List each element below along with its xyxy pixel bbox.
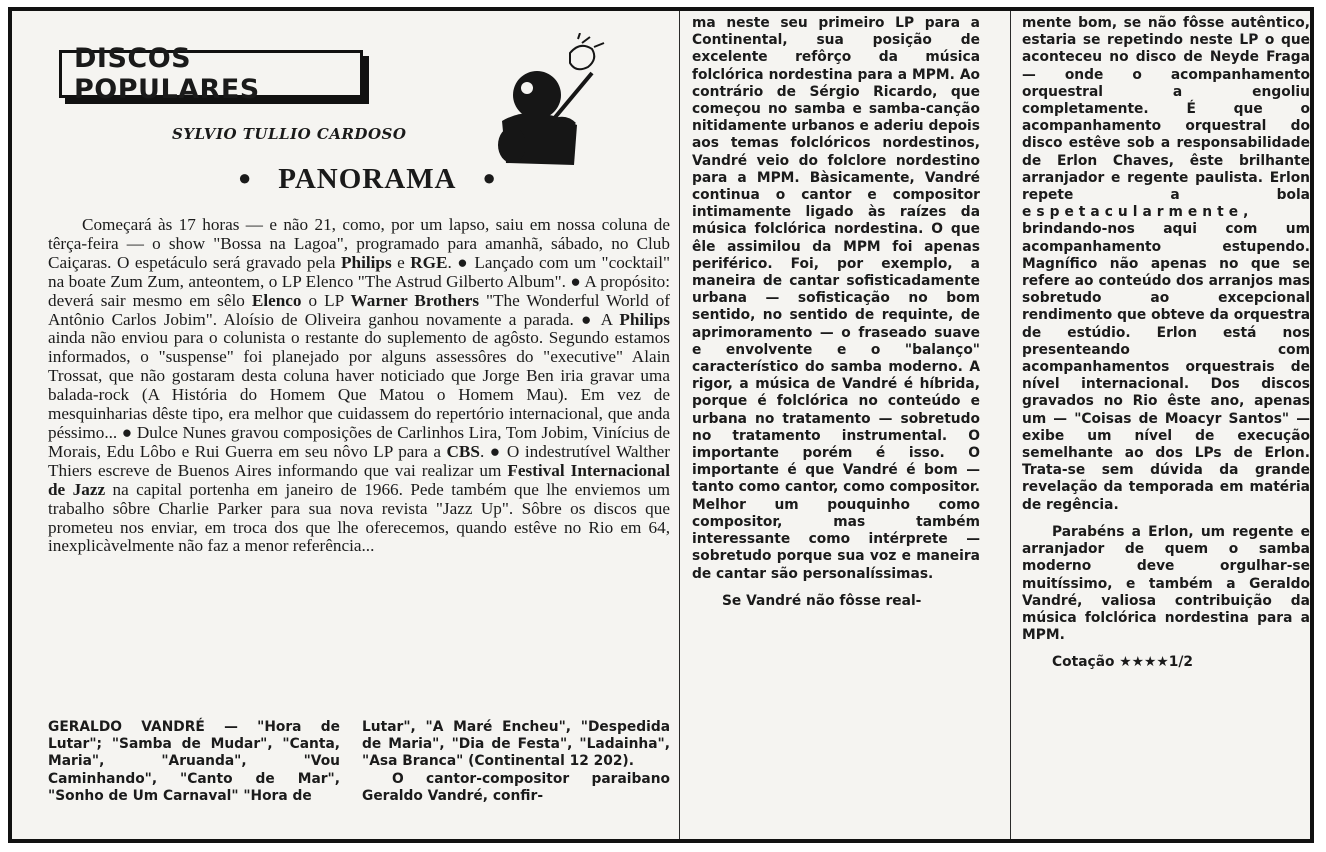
text-run: mente bom, se não fôsse autêntico, estaria se repetindo neste LP o que aconteceu no disco de Neyde Fraga — onde o acompanhamento orquestral a engoliu completamente. É que o acompanhamento orquestral do disco estêve sob a responsabilidade de Erlon Chaves, êste brilhante arranjador e regente paulista. Erlon repete a bola: [1022, 15, 1310, 204]
column-title: DISCOS POPULARES: [74, 43, 260, 105]
review-paragraph: [1022, 15, 1310, 514]
review-paragraph: ma neste seu primeiro LP para a Continental, sua posição de excelente refôrço da música folclórica nordestina para a MPM. Ao contrário de Sérgio Ricardo, que começou no samba e samba-canção nitidamente urbanos e aderiu depois aos temas folclóricos nordestinos, Vandré veio do folclore nordestino para a MPM. Bàsicamente, Vandré continua o cantor e compositor intimamente ligado às raízes da música folclórica nordestina. O que êle assimilou da MPM foi apenas periférico. Foi, por exemplo, a maneira de cantar sofisticadamente urbana — sofisticação no bom sentido, no sentido de requinte, de aprimoramento — o fraseado suave e envolvente e o "balanço" característico do samba moderno. A rigor, a música de Vandré é híbrida, porque é folclórica no conteúdo e urbana no tratamento — sobretudo no tratamento instrumental. O importante porém é isso. O importante é que Vandré é bom — tanto como cantor, como compositor. Melhor um pouquinho como compositor, mas também interessante como intérprete — sobretudo porque sua voz e maneira de cantar são personalíssimas.: [692, 15, 980, 582]
text-run-bold: Philips: [341, 252, 392, 272]
text-run: o LP: [301, 290, 351, 310]
text-run-bold: Elenco: [251, 290, 302, 310]
text-run: Começará às 17 horas — e não 21, como, por um lapso, saiu em nossa coluna de têrça-feira — o show "Bossa na Lagoa", programado para amanhã, sábado, no Club Caiçaras. O espetáculo será gravado pela: [48, 215, 670, 272]
text-run: . ● O indestrutível Walther Thiers escreve de Buenos Aires informando que vai realizar um: [48, 441, 670, 480]
review-header-right: [362, 719, 670, 839]
text-run-bold: Warner Brothers: [350, 290, 480, 310]
text-run-bold: RGE: [410, 252, 448, 272]
byline: SYLVIO TULLIO CARDOSO: [172, 125, 407, 143]
text-run-spaced: espetacularmente: [1022, 204, 1244, 221]
rating: Cotação ★★★★1/2: [1052, 654, 1193, 671]
text-run: , brindando-nos aqui com um acompanhamento estupendo. Magnífico não apenas no que se refere ao conteúdo dos arranjos mas sobretudo ao excepcional rendimento que obteve da orquestra de estúdio. Erlon está nos presenteando com acompanhamentos orquestrais de nível internacional. Dos discos gravados no Rio êste ano, apenas um — "Coisas de Moacyr Santos" — exibe um nível de execução semelhante ao dos LPs de Erlon. Trata-se sem dúvida da grande revelação da temporada em matéria de regência.: [1022, 204, 1310, 513]
newspaper-clipping: [8, 7, 1314, 843]
section-title: PANORAMA: [278, 163, 457, 195]
review-paragraph: Parabéns a Erlon, um regente e arranjador de quem o samba moderno deve orgulhar-se muitíssimo, e também a Geraldo Vandré, valiosa contribuição da música folclórica nordestina para a MPM.: [1022, 523, 1310, 644]
panorama-paragraph: [48, 216, 670, 556]
text-run: . ● Lançado com um "cocktail" na boate Zum Zum, anteontem, o LP Elenco "The Astrud Gilberto Album". ● A propósito: deverá sair mesmo em sêlo: [48, 252, 670, 310]
review-column-4: [1022, 15, 1310, 839]
review-paragraph: O cantor-compositor paraibano Geraldo Vandré, confir-: [362, 770, 670, 804]
review-column-3: [692, 15, 980, 839]
review-header-left: [48, 719, 340, 839]
section-heading: [212, 163, 523, 196]
text-run: ainda não enviou para o colunista o restante do suplemento de agôsto. Segundo estamos informados, o "suspense" foi planejado por alguns assessôres do "executive" Alain Trossat, que não gostaram desta coluna haver noticiado que Jorge Ben iria gravar uma balada-rock (A História do Homem Que Matou o Homem Mau). Em vez de mesquinharias dêste tipo, era melhor que cuidassem do repertório internacional, que anda péssimo... ● Dulce Nunes gravou composições de Carlinhos Lira, Tom Jobim, Vinícius de Morais, Edu Lôbo e Rui Guerra em seu nôvo LP para a: [48, 328, 670, 461]
review-header-text: Lutar", "A Maré Encheu", "Despedida de Maria", "Dia de Festa", "Ladainha", "Asa Branca" (Continental 12 202).: [362, 719, 670, 770]
review-header-text: GERALDO VANDRÉ — "Hora de Lutar"; "Samba de Mudar", "Canta, Maria", "Aruanda", "Vou Caminhando", "Canto de Mar", "Sonho de Um Carnaval" "Hora de: [48, 719, 340, 804]
bullet-icon: ●: [238, 165, 253, 190]
text-run-bold: Festival Internacional de Jazz: [48, 460, 670, 499]
bullet-icon: ●: [482, 165, 497, 190]
musician-illustration: [482, 33, 612, 183]
text-run: na capital portenha em janeiro de 1966. Pede também que lhe enviemos um trabalho sôbre Charlie Parker para sua nova revista "Jazz Up". Sôbre os discos que prometeu nos enviar, em troca dos que lhe oferecemos, quando estêve no Rio em 64, inexplicàvelmente não faz a menor referência...: [48, 479, 670, 556]
column-rule: [1010, 11, 1011, 839]
text-run: e: [391, 252, 411, 272]
column-rule: [679, 11, 680, 839]
text-run-bold: CBS: [446, 441, 480, 461]
text-run-bold: Philips: [619, 309, 670, 329]
text-run: "The Wonderful World of Antônio Carlos Jobim". Aloísio de Oliveira ganhou novamente a parada. ● A: [48, 290, 671, 329]
column-title-box: [59, 43, 363, 105]
review-paragraph: Se Vandré não fôsse real-: [722, 592, 922, 609]
panorama-body: [48, 216, 670, 556]
